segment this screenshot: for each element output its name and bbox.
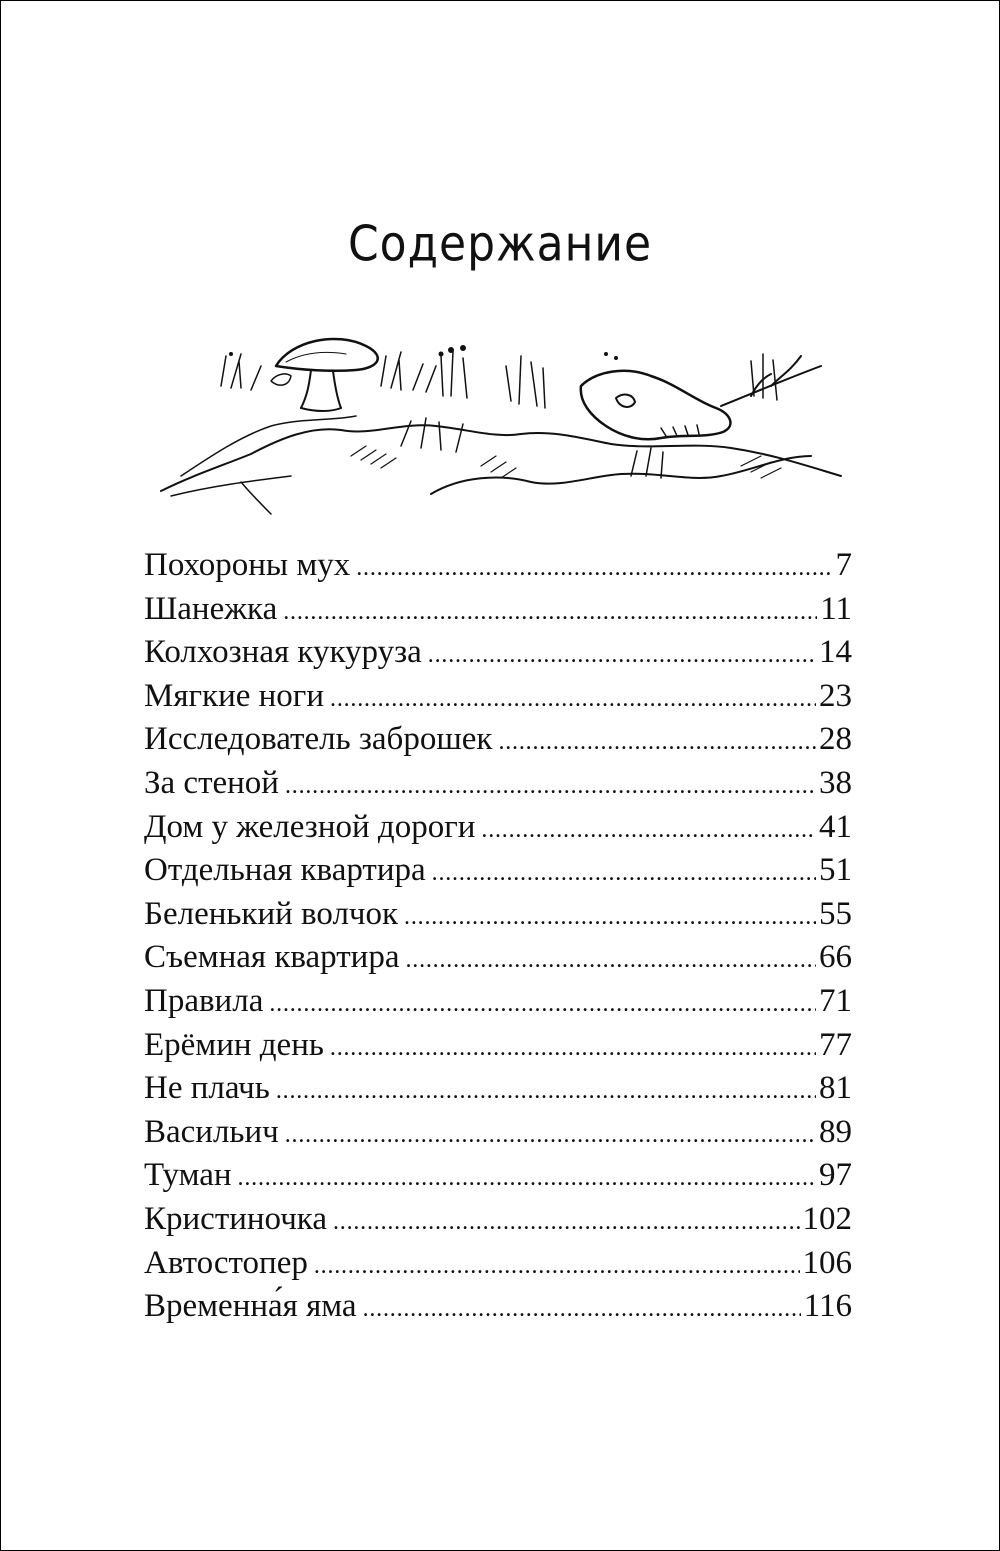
toc-dot-leader xyxy=(285,1114,816,1151)
toc-entry-page: 28 xyxy=(819,721,852,758)
toc-entry-title: Автостопер xyxy=(144,1244,308,1281)
toc-entry xyxy=(144,678,852,722)
toc-entry-page: 102 xyxy=(802,1200,852,1237)
toc-dot-leader xyxy=(238,1157,816,1194)
toc-dot-leader xyxy=(498,721,816,758)
toc-entry xyxy=(144,983,852,1027)
toc-dot-leader xyxy=(269,983,816,1020)
toc-entry xyxy=(144,939,852,983)
toc-dot-leader xyxy=(330,1027,816,1064)
toc-entry-page: 116 xyxy=(803,1288,852,1325)
toc-dot-leader xyxy=(404,896,816,933)
toc-entry-title: Беленький волчок xyxy=(144,895,399,932)
toc-entry xyxy=(144,809,852,853)
toc-entry-title: Съемная квартира xyxy=(144,939,400,976)
toc-entry xyxy=(144,1201,852,1245)
toc-entry-page: 71 xyxy=(819,982,852,1019)
toc-entry-page: 51 xyxy=(819,852,852,889)
toc-entry-page: 106 xyxy=(802,1244,852,1281)
toc-entry xyxy=(144,896,852,940)
toc-entry-page: 11 xyxy=(820,590,852,627)
toc-entry xyxy=(144,721,852,765)
toc-entry-title: Васильич xyxy=(144,1113,279,1150)
toc-entry-page: 14 xyxy=(819,634,852,671)
toc-entry-page: 55 xyxy=(819,895,852,932)
toc-dot-leader xyxy=(405,939,816,976)
toc-dot-leader xyxy=(330,678,816,715)
toc-entry xyxy=(144,765,852,809)
toc-entry xyxy=(144,1245,852,1289)
forest-floor-illustration xyxy=(151,326,851,526)
toc-entry-page: 7 xyxy=(835,547,852,583)
toc-entry xyxy=(144,547,852,591)
toc-entry xyxy=(144,1027,852,1071)
toc-entry-title: Правила xyxy=(144,982,264,1019)
toc-entry-title: Ерёмин день xyxy=(144,1026,324,1063)
toc-entry-page: 38 xyxy=(819,764,852,801)
toc-entry-title: Временна́я яма xyxy=(144,1288,357,1325)
toc-entry-page: 97 xyxy=(819,1157,852,1194)
toc-dot-leader xyxy=(363,1288,801,1325)
table-of-contents xyxy=(144,547,852,1332)
toc-entry-title: Дом у железной дороги xyxy=(144,808,476,845)
toc-entry-page: 77 xyxy=(819,1026,852,1063)
toc-entry-title: Туман xyxy=(144,1157,232,1194)
toc-entry-page: 81 xyxy=(819,1070,852,1107)
toc-dot-leader xyxy=(432,852,816,889)
toc-dot-leader xyxy=(314,1245,800,1282)
toc-entry xyxy=(144,852,852,896)
toc-entry-page: 89 xyxy=(819,1113,852,1150)
toc-entry-title: Мягкие ноги xyxy=(144,677,325,714)
toc-entry-title: За стеной xyxy=(144,764,279,801)
toc-entry-title: Отдельная квартира xyxy=(144,852,426,889)
page-title: Содержание xyxy=(347,215,653,274)
toc-dot-leader xyxy=(356,547,832,584)
toc-dot-leader xyxy=(481,809,816,846)
toc-entry-page: 23 xyxy=(819,677,852,714)
toc-entry xyxy=(144,1070,852,1114)
toc-dot-leader xyxy=(428,634,816,671)
toc-dot-leader xyxy=(333,1201,800,1238)
toc-entry xyxy=(144,1288,852,1332)
toc-entry-title: Шанежка xyxy=(144,590,278,627)
toc-dot-leader xyxy=(283,591,817,628)
toc-entry xyxy=(144,634,852,678)
toc-entry xyxy=(144,591,852,635)
toc-entry-page: 66 xyxy=(819,939,852,976)
toc-entry-page: 41 xyxy=(819,808,852,845)
toc-entry xyxy=(144,1157,852,1201)
toc-entry-title: Исследователь заброшек xyxy=(144,721,493,758)
toc-dot-leader xyxy=(285,765,816,802)
toc-entry-title: Похороны мух xyxy=(144,547,351,583)
toc-entry-title: Кристиночка xyxy=(144,1200,327,1237)
toc-entry xyxy=(144,1114,852,1158)
toc-dot-leader xyxy=(276,1070,816,1107)
toc-entry-title: Не плачь xyxy=(144,1070,270,1107)
toc-entry-title: Колхозная кукуруза xyxy=(144,634,422,671)
